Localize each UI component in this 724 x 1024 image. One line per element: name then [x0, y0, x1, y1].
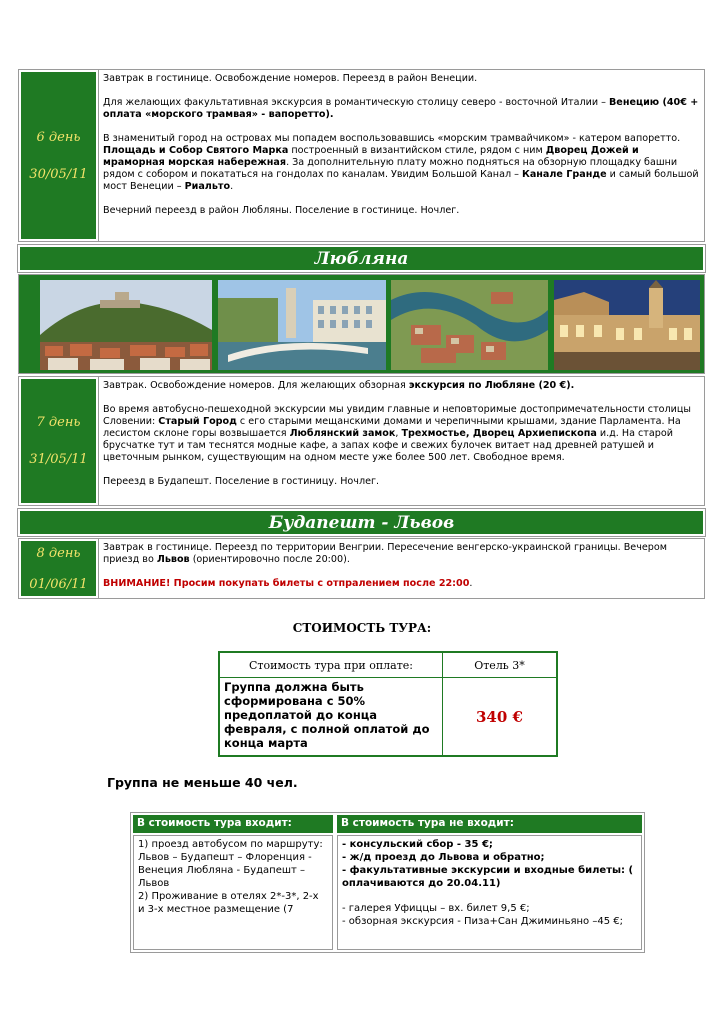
photo-castle-hill: [40, 280, 212, 370]
text: ,: [395, 428, 402, 439]
city-banner-ljubljana: Любляна: [18, 245, 705, 272]
price-header-payment: Стоимость тура при оплате:: [220, 653, 443, 678]
bold-text: экскурсия по Любляне (20 €).: [408, 380, 575, 391]
header-not-included: В стоимость тура не входит:: [337, 815, 642, 833]
warning-text: [103, 578, 700, 590]
text: .: [469, 578, 473, 589]
bold-text: Площадь и Собор Святого Марка: [103, 145, 289, 156]
group-minimum-note: Группа не меньше 40 чел.: [107, 775, 298, 790]
paragraph: [103, 380, 700, 392]
text: Завтрак. Освобождение номеров. Для желающих обзорная: [103, 380, 409, 391]
price-condition: Группа должна быть сформирована с 50% предоплатой до конца февраля, с полной оплатой до конца марта: [220, 678, 443, 755]
itinerary-day-8: [18, 538, 705, 599]
text: и самый большой мост Венеции –: [103, 169, 699, 192]
list-item: 2) Проживание в отелях 2*-3*, 2-х и 3-х местное размещение (7: [138, 891, 319, 915]
not-included-list: [337, 835, 642, 950]
bold-text: Риальто: [184, 181, 231, 192]
day-number: 7 день: [36, 415, 81, 430]
bold-text: Трехмостье, Дворец Архиепископа: [401, 428, 597, 439]
day-label-cell: [19, 539, 98, 598]
bold-text: Канале Гранде: [521, 169, 607, 180]
itinerary-day-6: [18, 69, 705, 242]
bold-text: Львов: [156, 554, 190, 565]
text: . За дополнительную плату можно подняться на обзорную площадку башни рядом с собором и покататься на гондолах по каналам. Увидим Большой Канал –: [103, 157, 678, 180]
day-date: 30/05/11: [29, 166, 88, 182]
bold-text: Венецию (40€ + оплата «морского трамвая» - вапоретто).: [103, 97, 699, 120]
text: Во время автобусно-пешеходной экскурсии мы увидим главные и неповторимые достопримечательности столицы Словении:: [103, 404, 692, 427]
price-table: [218, 651, 558, 757]
photo-triple-bridge: [218, 280, 386, 370]
list-item: - обзорная экскурсия - Пиза+Сан Джиминьяно –45 €;: [342, 916, 623, 927]
paragraph: [103, 133, 700, 193]
included-list: [133, 835, 333, 950]
photo-night-square: [554, 280, 700, 370]
list-item: Львов – Будапешт – Флоренция - Венеция Любляна - Будапешт – Львов: [138, 852, 312, 889]
price-value: 340 €: [476, 707, 523, 726]
day-number: 6 день: [36, 129, 81, 145]
day-description: [98, 539, 704, 598]
day-date: 31/05/11: [29, 452, 88, 467]
bold-text: Дворец Дожей и мраморная морская набережная: [103, 145, 639, 168]
cost-title: СТОИМОСТЬ ТУРА:: [292, 621, 432, 635]
bold-text: Люблянский замок: [289, 428, 396, 439]
city-banner-budapest-lviv: Будапешт - Львов: [18, 509, 705, 536]
text: построенный в византийском стиле, рядом с ним: [288, 145, 546, 156]
header-included: В стоимость тура входит:: [133, 815, 333, 833]
day-description: [98, 70, 704, 241]
day-date: 01/06/11: [29, 576, 88, 592]
warning: ВНИМАНИЕ! Просим покупать билеты с отпралением после 22:00: [103, 578, 470, 589]
text: с его старыми мещанскими домами и черепичными крышами, здание Парламента. На лесистом склоне горы возвышается: [103, 416, 681, 439]
itinerary-day-7: [18, 376, 705, 506]
price-header-hotel: Отель 3*: [443, 653, 556, 678]
bold-text: Старый Город: [158, 416, 237, 427]
day-description: [98, 377, 704, 505]
list-item: - ж/д проезд до Львова и обратно;: [342, 852, 545, 863]
list-item: - консульский сбор - 35 €;: [342, 839, 493, 850]
text: В знаменитый город на островах мы попадем воспользовавшись «морским трамвайчиком» - катером вапоретто.: [103, 133, 681, 144]
paragraph: Переезд в Будапешт. Поселение в гостиницу. Ночлег.: [103, 476, 380, 487]
text: .: [230, 181, 234, 192]
day-label-cell: [19, 70, 98, 241]
paragraph: Вечерний переезд в район Любляны. Поселение в гостинице. Ночлег.: [103, 205, 460, 216]
list-item: 1) проезд автобусом по маршруту:: [138, 839, 323, 850]
paragraph: [103, 542, 700, 566]
inclusions-table: [130, 812, 645, 953]
photo-strip: [18, 274, 705, 374]
day-number: 8 день: [36, 545, 81, 561]
list-item: - галерея Уфиццы – вх. билет 9,5 €;: [342, 903, 530, 914]
photo-aerial-city: [391, 280, 548, 370]
list-item: - факультативные экскурсии и входные билеты: ( оплачиваются до 20.04.11): [342, 865, 634, 889]
paragraph: Завтрак в гостинице. Освобождение номеров. Переезд в район Венеции.: [103, 73, 478, 84]
text: Завтрак в гостинице. Переезд по территории Венгрии. Пересечение венгерско-украинской границы. Вечером приезд во: [103, 542, 667, 565]
text: Для желающих факультативная экскурсия в романтическую столицу северо - восточной Италии –: [103, 97, 609, 108]
text: и.д. На старой брусчатке тут и там теснятся модные кафе, а запах кофе и свежих булочек витает над древней ратушей и цветочным рынком, существующим на одном месте уже более 500 лет. Свободное время.: [103, 428, 673, 463]
paragraph: [103, 404, 700, 464]
day-label-cell: [19, 377, 98, 505]
paragraph: [103, 97, 700, 121]
text: (ориентировочно после 20:00).: [189, 554, 350, 565]
